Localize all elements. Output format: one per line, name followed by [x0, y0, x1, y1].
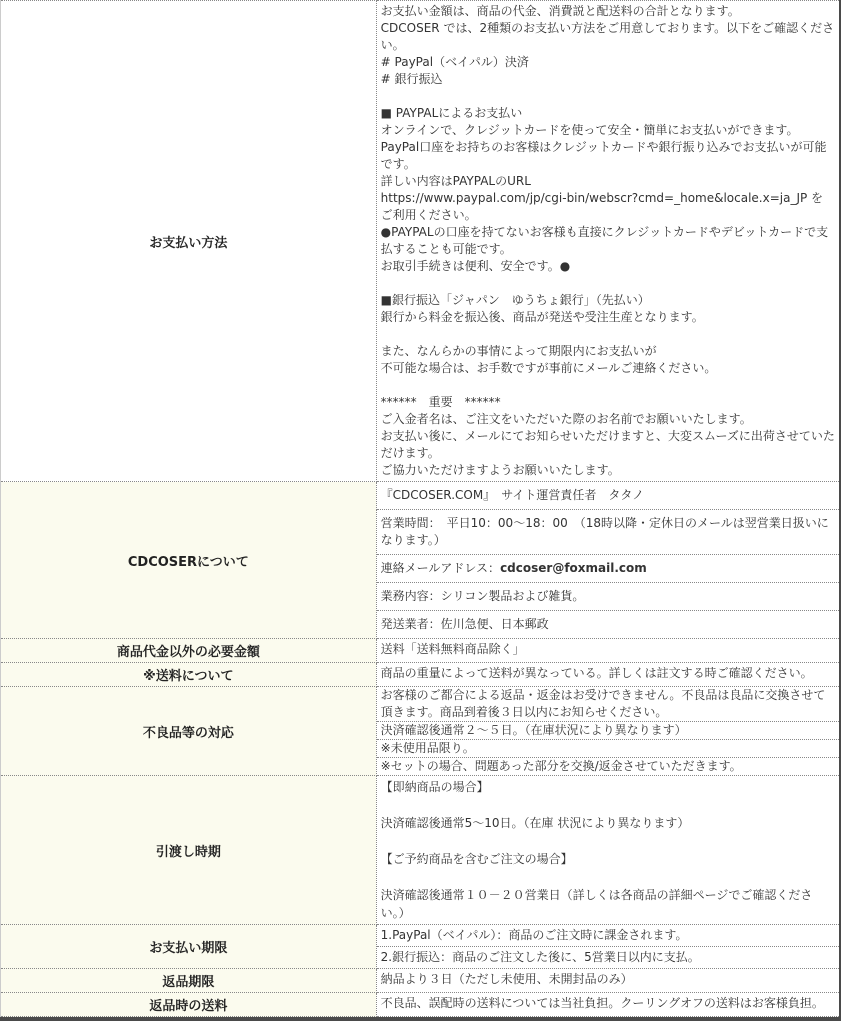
defective-policy-unused-only: ※未使用品限り。: [376, 740, 840, 758]
text-line: お支払い金額は、商品の代金、消費説と配送料の合計となります。: [380, 4, 740, 18]
text-line: ●PAYPALの口座を持てないお客様も直接にクレジットカードやデビットカードで支払することも可能です。: [380, 225, 829, 256]
row-header-extra-fees: 商品代金以外の必要金額: [1, 639, 377, 663]
text-line: ご入金者名は、ご注文をいただいた際のお名前でお願いいたします。: [380, 412, 752, 426]
text-line: [381, 326, 835, 343]
row-header-about-cdcoser: CDCOSERについて: [1, 482, 377, 639]
text-line: また、なんらかの事情によって期限内にお支払いが: [380, 344, 657, 358]
payment-deadline-bank: 2.銀行振込：商品のご注文した後に、5営業日以内に支払。: [376, 947, 840, 969]
payment-deadline-paypal: 1.PayPal（ベイパル）：商品のご注文時に課金されます。: [376, 925, 840, 947]
row-header-return-deadline: 返品期限: [1, 969, 377, 993]
text-line: [381, 275, 835, 292]
contact-email: cdcoser@foxmail.com: [500, 561, 647, 575]
return-deadline-details: 納品より３日（ただし未使用、未開封品のみ）: [376, 969, 840, 993]
row-header-payment-deadline: お支払い期限: [1, 925, 377, 969]
text-line: 決済確認後通常5～10日。（在庫 状況により異なります）: [380, 816, 690, 830]
bottom-divider-bar: [0, 1017, 841, 1021]
return-shipping-details: 不良品、誤配時の送料については当社負担。クーリングオフの送料はお客様負担。: [376, 993, 840, 1017]
text-line: ご協力いただけますようお願いいたします。: [380, 463, 620, 477]
row-header-delivery-period: 引渡し時期: [1, 776, 377, 925]
text-line: 決済確認後通常１０－２０営業日（詳しくは各商品の詳細ページでご確認ください。）: [380, 888, 813, 920]
delivery-period-details: [376, 776, 840, 925]
text-line: CDCOSER では、2種類のお支払い方法をご用意しております。以下をご確認ください。: [380, 21, 835, 52]
text-line: お支払い後に、メールにてお知らせいただけますと、大変スムーズに出荷させていただけます。: [380, 429, 835, 460]
cdcoser-site-operator: 『CDCOSER.COM』 サイト運営責任者 タタノ: [376, 482, 840, 510]
text-line: [381, 88, 835, 105]
contact-email-label: 連絡メールアドレス：: [380, 561, 501, 575]
text-line: お取引手続きは便利、安全です。●: [380, 259, 571, 273]
text-line: 銀行から料金を振込後、商品が発送や受注生産となります。: [380, 310, 704, 324]
text-line: # 銀行振込: [380, 72, 443, 86]
cdcoser-business-hours: 営業時間： 平日10：00～18：00 （18時以降・定休日のメールは翌営業日扱いになります。）: [376, 510, 840, 555]
row-header-shipping-note: ※送料について: [1, 663, 377, 687]
cdcoser-business-description: 業務内容：シリコン製品および雑貨。: [376, 583, 840, 611]
payment-method-details: [376, 1, 840, 482]
extra-fees-details: 送料「送料無料商品除く」: [376, 639, 840, 663]
text-line: 不可能な場合は、お手数ですが事前にメールご連絡ください。: [380, 361, 717, 375]
text-line: 【即納商品の場合】: [380, 780, 489, 794]
text-line: # PayPal（ベイパル）決済: [380, 55, 529, 69]
text-line: PayPal口座をお持ちのお客様はクレジットカードや銀行振り込みでお支払いが可能です。: [380, 140, 827, 171]
text-line: オンラインで、クレジットカードを使って安全・簡単にお支払いができます。: [380, 123, 799, 137]
defective-policy-processing-days: 決済確認後通常２～５日。（在庫状況により異なります）: [376, 722, 840, 740]
text-line: [381, 796, 835, 814]
text-line: ■ PAYPALによるお支払い: [380, 106, 523, 120]
cdcoser-contact-email-row: [376, 555, 840, 583]
defective-policy-returns: お客様のご都合による返品・返金はお受けできません。不良品は良品に交換させて頂きます。商品到着後３日以内にお知らせください。: [376, 687, 840, 722]
shipping-note-details: 商品の重量によって送料が異なっている。詳しくは註文する時ご確認ください。: [376, 663, 840, 687]
row-header-return-shipping: 返品時の送料: [1, 993, 377, 1017]
defective-policy-set-exchange: ※セットの場合、問題あった部分を交換/返金させていただきます。: [376, 758, 840, 776]
text-line: 詳しい内容はPAYPALのURL: [380, 174, 531, 188]
text-line: https://www.paypal.com/jp/cgi-bin/webscr?cmd=_home&locale.x=ja_JP をご利用ください。: [380, 191, 824, 222]
text-line: [381, 868, 835, 886]
text-line: ****** 重要 ******: [380, 395, 501, 409]
row-header-payment-method: お支払い方法: [1, 1, 377, 482]
row-header-defective-handling: 不良品等の対応: [1, 687, 377, 776]
text-line: ■銀行振込「ジャパン ゆうちょ銀行」（先払い）: [380, 293, 650, 307]
text-line: 【ご予約商品を含むご注文の場合】: [380, 852, 573, 866]
text-line: [381, 377, 835, 394]
text-line: [381, 832, 835, 850]
cdcoser-shipping-companies: 発送業者：佐川急便、日本郵政: [376, 611, 840, 639]
